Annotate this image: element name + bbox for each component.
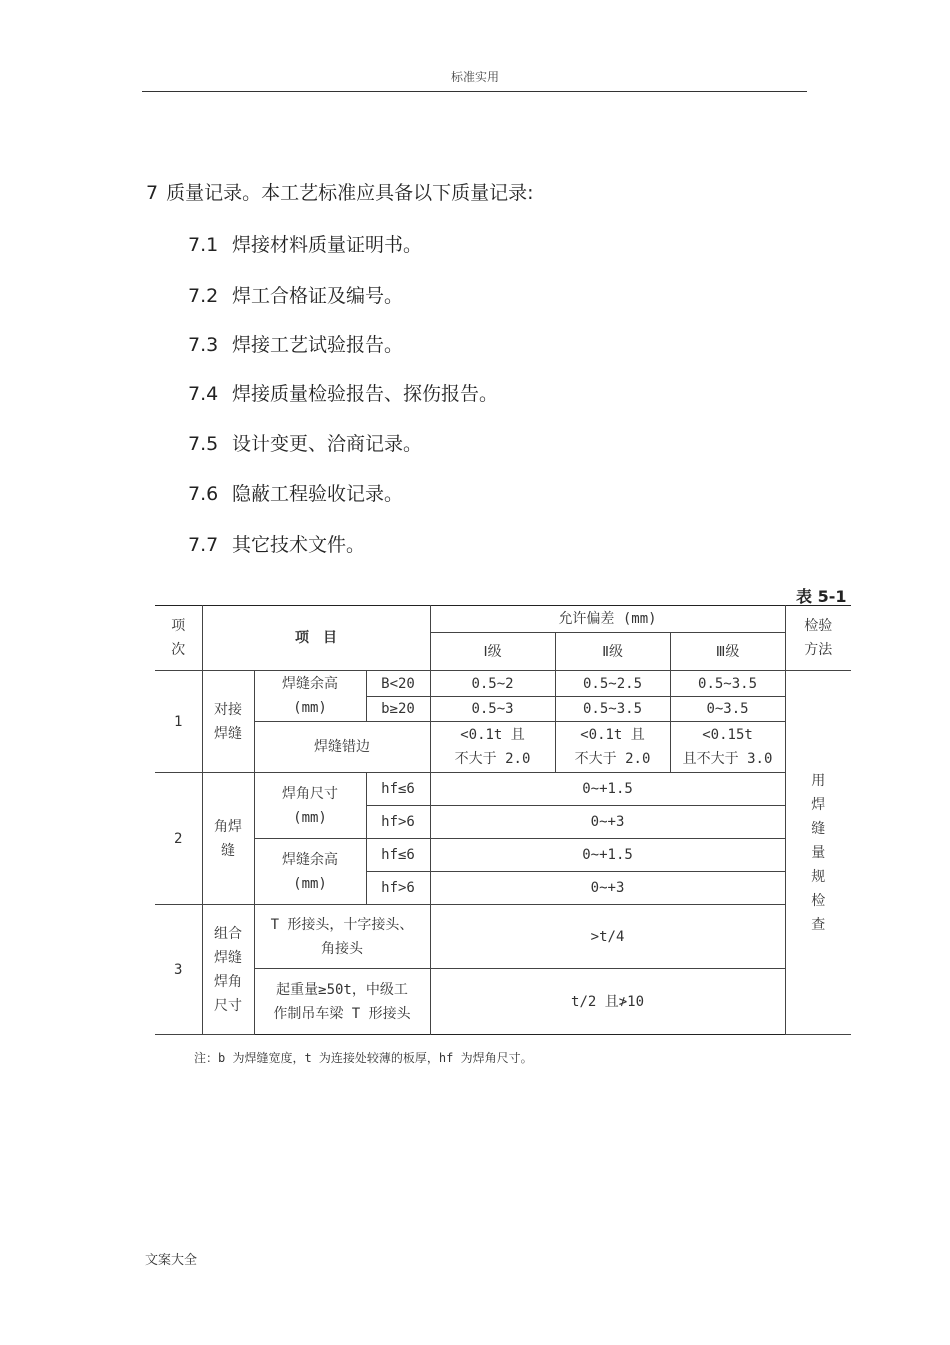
item-text: 设计变更、洽商记录。 bbox=[232, 433, 423, 455]
row2-cond4: hf>6 bbox=[366, 872, 430, 905]
table-cell: 0~+1.5 bbox=[430, 773, 785, 806]
list-item bbox=[188, 379, 498, 406]
row2-sub1: 焊角尺寸 (mm) bbox=[254, 773, 366, 839]
table-cell: 0.5~3.5 bbox=[555, 697, 670, 722]
tolerance-table bbox=[155, 605, 851, 1035]
row1-sub2: 焊缝错边 bbox=[254, 722, 430, 773]
section-number: 7 bbox=[146, 182, 159, 204]
list-item bbox=[188, 479, 403, 506]
table-cell: 0.5~3.5 bbox=[670, 671, 785, 697]
section-text: 质量记录。本工艺标准应具备以下质量记录: bbox=[166, 182, 534, 204]
row2-cond1: hf≤6 bbox=[366, 773, 430, 806]
row1-cond1: B<20 bbox=[366, 671, 430, 697]
table-cell: <0.15t 且不大于 3.0 bbox=[670, 722, 785, 773]
item-number: 7.2 bbox=[188, 285, 219, 307]
header-rule bbox=[142, 91, 807, 92]
row1-sub1: 焊缝余高 (mm) bbox=[254, 671, 366, 722]
header-grade-1: Ⅰ级 bbox=[430, 633, 555, 671]
section-heading bbox=[146, 178, 534, 205]
table-cell: t/2 且≯10 bbox=[430, 969, 785, 1035]
table-cell: 0~+3 bbox=[430, 806, 785, 839]
header-tolerance: 允许偏差 (mm) bbox=[430, 606, 785, 633]
item-text: 隐蔽工程验收记录。 bbox=[232, 483, 404, 505]
table-cell: 0.5~2 bbox=[430, 671, 555, 697]
item-number: 7.3 bbox=[188, 334, 219, 356]
item-number: 7.6 bbox=[188, 483, 219, 505]
item-text: 焊接材料质量证明书。 bbox=[232, 234, 423, 256]
table-cell: 0~+1.5 bbox=[430, 839, 785, 872]
table-cell: >t/4 bbox=[430, 905, 785, 969]
row2-type: 角焊 缝 bbox=[202, 773, 254, 905]
row2-cond3: hf≤6 bbox=[366, 839, 430, 872]
item-text: 焊接质量检验报告、探伤报告。 bbox=[232, 383, 499, 405]
page-footer: 文案大全 bbox=[145, 1253, 198, 1268]
table-cell: <0.1t 且 不大于 2.0 bbox=[555, 722, 670, 773]
row2-cond2: hf>6 bbox=[366, 806, 430, 839]
table-cell: <0.1t 且 不大于 2.0 bbox=[430, 722, 555, 773]
table-cell: 0.5~2.5 bbox=[555, 671, 670, 697]
row3-seq: 3 bbox=[155, 905, 202, 1035]
header-seq: 项 次 bbox=[155, 606, 202, 671]
item-number: 7.5 bbox=[188, 433, 219, 455]
row1-type: 对接 焊缝 bbox=[202, 671, 254, 773]
inspection-method: 用 焊 缝 量 规 检 查 bbox=[785, 671, 851, 1035]
row3-type: 组合 焊缝 焊角 尺寸 bbox=[202, 905, 254, 1035]
row3-sub2: 起重量≥50t，中级工 作制吊车梁 T 形接头 bbox=[254, 969, 430, 1035]
row1-seq: 1 bbox=[155, 671, 202, 773]
table-note: 注：b 为焊缝宽度，t 为连接处较薄的板厚，hf 为焊角尺寸。 bbox=[194, 1051, 533, 1065]
list-item bbox=[188, 230, 422, 257]
item-number: 7.1 bbox=[188, 234, 219, 256]
list-item bbox=[188, 330, 403, 357]
table-cell: 0~3.5 bbox=[670, 697, 785, 722]
list-item bbox=[188, 530, 365, 557]
header-grade-3: Ⅲ级 bbox=[670, 633, 785, 671]
table-caption: 表 5-1 bbox=[796, 587, 847, 606]
list-item bbox=[188, 429, 422, 456]
list-item bbox=[188, 281, 403, 308]
page-header: 标准实用 bbox=[450, 70, 499, 84]
row2-sub2: 焊缝余高 (mm) bbox=[254, 839, 366, 905]
row1-cond2: b≥20 bbox=[366, 697, 430, 722]
table-cell: 0~+3 bbox=[430, 872, 785, 905]
item-text: 焊接工艺试验报告。 bbox=[232, 334, 404, 356]
item-number: 7.7 bbox=[188, 534, 219, 556]
header-method: 检验 方法 bbox=[785, 606, 851, 671]
header-item: 项 目 bbox=[202, 606, 430, 671]
table-cell: 0.5~3 bbox=[430, 697, 555, 722]
item-number: 7.4 bbox=[188, 383, 219, 405]
row2-seq: 2 bbox=[155, 773, 202, 905]
item-text: 其它技术文件。 bbox=[232, 534, 366, 556]
row3-sub1: T 形接头，十字接头、 角接头 bbox=[254, 905, 430, 969]
item-text: 焊工合格证及编号。 bbox=[232, 285, 404, 307]
header-grade-2: Ⅱ级 bbox=[555, 633, 670, 671]
